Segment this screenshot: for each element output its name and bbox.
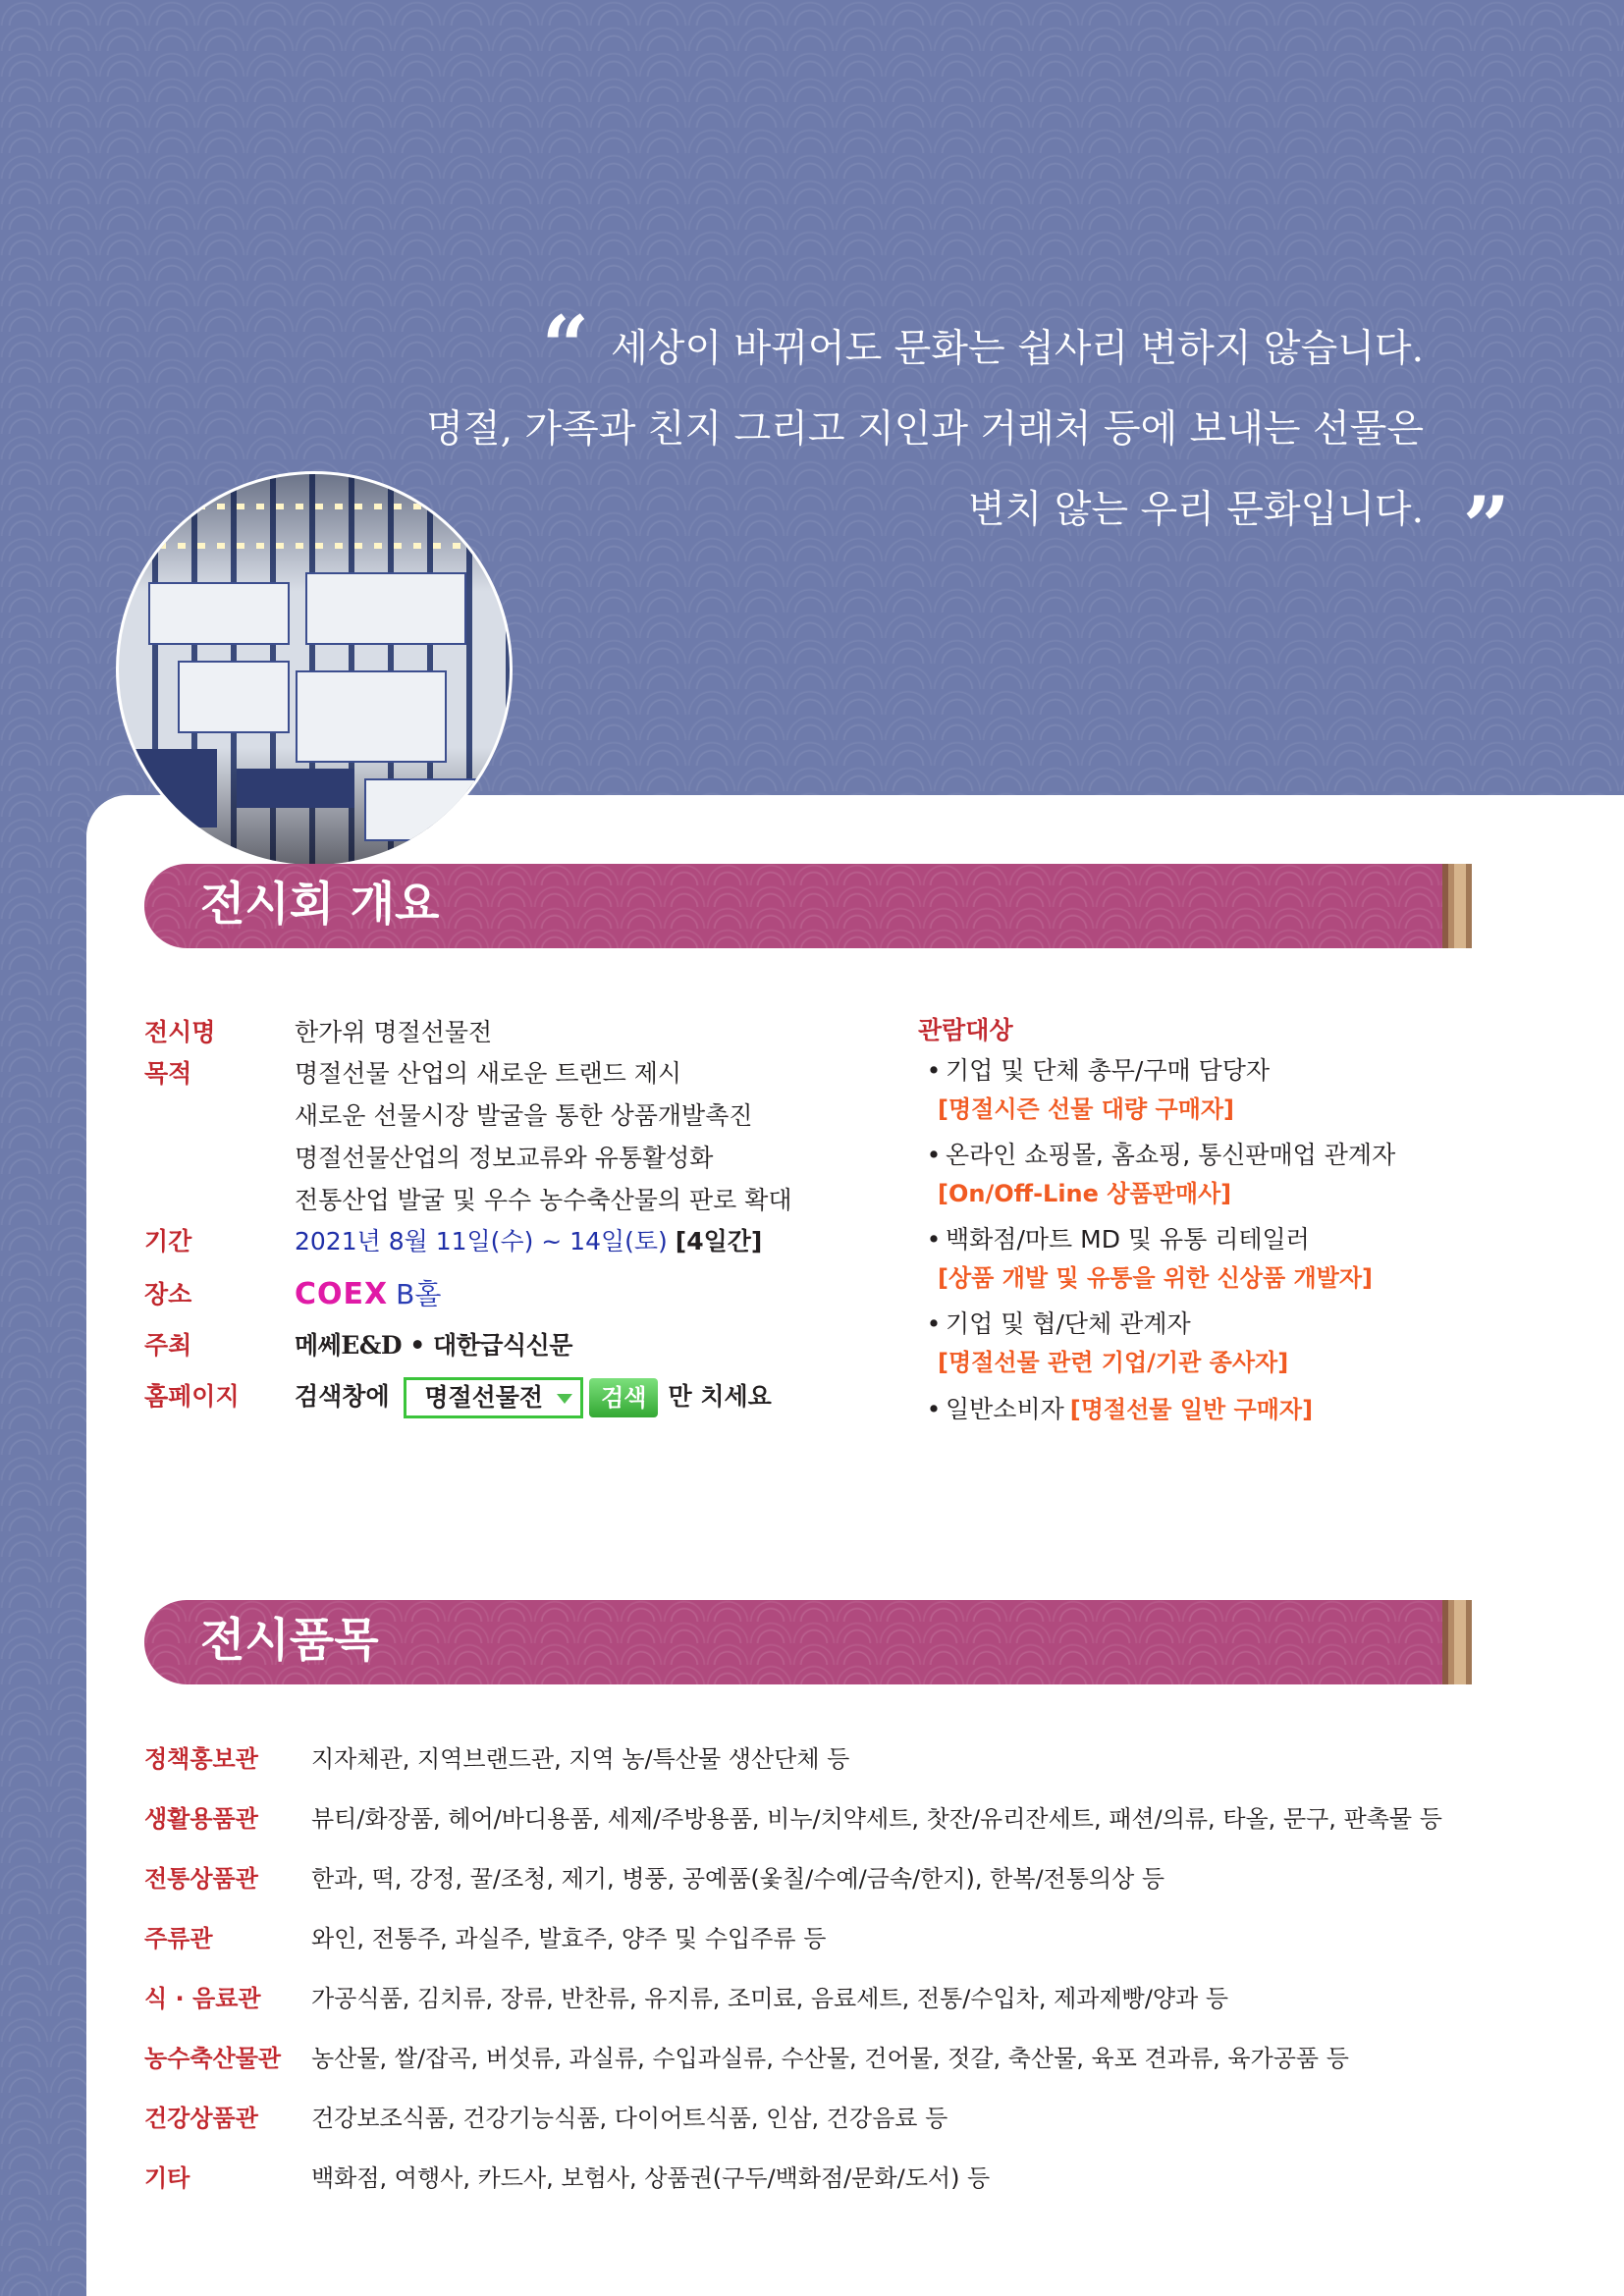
overview-title: 전시회 개요	[200, 878, 440, 932]
exhibit-category: 기타	[144, 2164, 190, 2192]
audience-item: • 백화점/마트 MD 및 유통 리테일러	[918, 1221, 1468, 1258]
exhibit-description: 한과, 떡, 강정, 꿀/조청, 제기, 병풍, 공예품(옻칠/수예/금속/한지), 한복/전통의상 등	[311, 1865, 1165, 1893]
exhibit-description: 가공식품, 김치류, 장류, 반찬류, 유지류, 조미료, 음료세트, 전통/수입차, 제과제빵/양과 등	[311, 1985, 1229, 2012]
period-label: 기간	[144, 1227, 192, 1255]
audience-item: • 기업 및 협/단체 관계자	[918, 1306, 1468, 1343]
audience-item: • 온라인 쇼핑몰, 홈쇼핑, 통신판매업 관계자	[918, 1137, 1468, 1174]
overview-section-header	[144, 864, 1472, 948]
bullet-icon: •	[926, 1056, 942, 1085]
quote-line-1: “ 세상이 바뀌어도 문화는 쉽사리 변하지 않습니다.	[541, 297, 1424, 395]
quote-line-3: 변치 않는 우리 문화입니다. ”	[967, 478, 1510, 575]
bullet-icon: •	[926, 1395, 942, 1423]
exhibit-category: 생활용품관	[144, 1805, 258, 1833]
purpose-line: 명절선물 산업의 새로운 트랜드 제시	[295, 1059, 682, 1088]
audience-title: 관람대상	[918, 1016, 1013, 1044]
exhibit-description: 농산물, 쌀/잡곡, 버섯류, 과실류, 수입과실류, 수산물, 건어물, 젓갈, 축산물, 육포 견과류, 육가공품 등	[311, 2045, 1349, 2072]
exhibit-description: 건강보조식품, 건강기능식품, 다이어트식품, 인삼, 건강음료 등	[311, 2105, 948, 2132]
exhibits-title: 전시품목	[200, 1614, 379, 1668]
purpose-label: 목적	[144, 1059, 192, 1088]
venue-hall: B홀	[396, 1278, 442, 1310]
venue-value	[295, 1275, 441, 1315]
purpose-line: 새로운 선물시장 발굴을 통한 상품개발촉진	[295, 1101, 753, 1130]
bullet-icon: •	[926, 1225, 942, 1254]
homepage-label: 홈페이지	[144, 1382, 240, 1411]
host-value: 메쎄E&D • 대한급식신문	[295, 1331, 572, 1360]
audience-tag: [상품 개발 및 유통을 위한 신상품 개발자]	[938, 1264, 1374, 1292]
exhibit-category: 전통상품관	[144, 1865, 258, 1893]
homepage-instruction	[295, 1377, 772, 1418]
quote-line-2: 명절, 가족과 친지 그리고 지인과 거래처 등에 보내는 선물은	[426, 407, 1424, 452]
search-keyword: 명절선물전	[424, 1383, 544, 1412]
exhibit-description: 와인, 전통주, 과실주, 발효주, 양주 및 수입주류 등	[311, 1925, 827, 1952]
exhibits-section-header	[144, 1600, 1472, 1684]
audience-item: • 기업 및 단체 총무/구매 담당자	[918, 1052, 1468, 1090]
exhibit-category: 정책홍보관	[144, 1745, 258, 1773]
exhibit-category: 농수축산물관	[144, 2045, 282, 2072]
purpose-line: 전통산업 발굴 및 우수 농수축산물의 판로 확대	[295, 1186, 792, 1214]
exhibit-description: 지자체관, 지역브랜드관, 지역 농/특산물 생산단체 등	[311, 1745, 850, 1773]
exhibit-description: 백화점, 여행사, 카드사, 보험사, 상품권(구두/백화점/문화/도서) 등	[311, 2164, 991, 2192]
homepage-prefix: 검색창에	[295, 1382, 390, 1411]
audience-tag: [명절시즌 선물 대량 구매자]	[938, 1095, 1235, 1123]
purpose-line: 명절선물산업의 정보교류와 유통활성화	[295, 1144, 714, 1172]
period-days: [4일간]	[675, 1227, 763, 1255]
dropdown-arrow-icon	[557, 1394, 572, 1404]
search-button[interactable]: 검색	[589, 1378, 658, 1417]
exhibition-name-value: 한가위 명절선물전	[295, 1018, 493, 1046]
bullet-icon: •	[926, 1309, 942, 1338]
period-dates: 2021년 8월 11일(수) ~ 14일(토)	[295, 1227, 668, 1255]
bullet-icon: •	[926, 1141, 942, 1169]
search-keyword-box[interactable]	[404, 1377, 583, 1418]
exhibition-name-label: 전시명	[144, 1018, 216, 1046]
exhibit-category: 건강상품관	[144, 2105, 258, 2132]
audience-tag: [명절선물 일반 구매자]	[1069, 1396, 1314, 1423]
homepage-suffix: 만 치세요	[668, 1382, 772, 1411]
audience-section	[918, 1011, 1468, 1429]
audience-tag: [On/Off-Line 상품판매사]	[938, 1180, 1232, 1207]
host-label: 주최	[144, 1331, 192, 1360]
exhibit-description: 뷰티/화장품, 헤어/바디용품, 세제/주방용품, 비누/치약세트, 찻잔/유리잔세트, 패션/의류, 타올, 문구, 판촉물 등	[311, 1805, 1442, 1833]
venue-name: COEX	[295, 1277, 389, 1311]
exhibit-category: 주류관	[144, 1925, 213, 1952]
close-quote-icon: ”	[1462, 478, 1510, 575]
venue-label: 장소	[144, 1280, 192, 1308]
exhibition-hall-photo	[116, 471, 513, 868]
period-value	[295, 1222, 762, 1261]
audience-tag: [명절선물 관련 기업/기관 종사자]	[938, 1349, 1289, 1376]
exhibit-category: 식 · 음료관	[144, 1985, 261, 2012]
intro-quote	[295, 297, 1510, 575]
open-quote-icon: “	[541, 297, 590, 395]
audience-item: • 일반소비자 [명절선물 일반 구매자]	[918, 1390, 1468, 1429]
